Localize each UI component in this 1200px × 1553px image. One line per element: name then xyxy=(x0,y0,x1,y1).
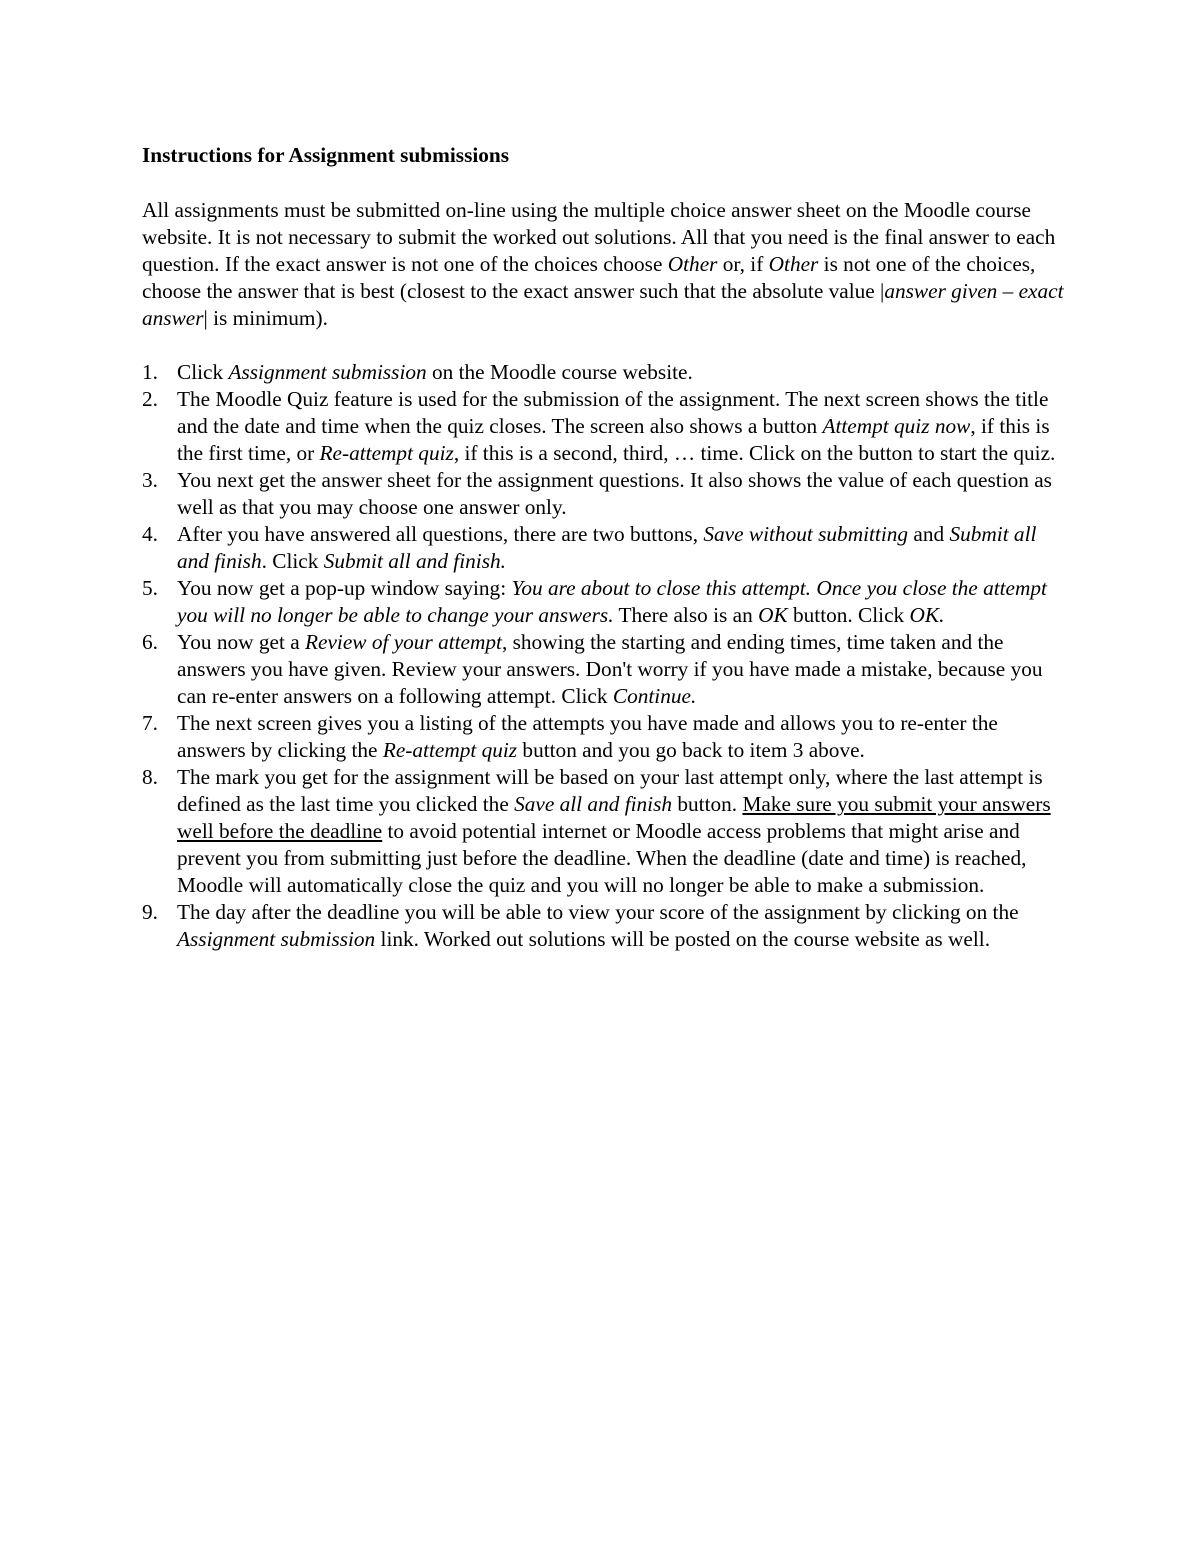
step-text-segment: The next screen gives you a listing of the attempts you have made and allows you to re-enter the answers by clicking the xyxy=(177,711,998,762)
step-text-segment: Re-attempt quiz xyxy=(319,441,454,465)
intro-text-segment: | is minimum). xyxy=(203,306,328,330)
list-item-text xyxy=(177,711,998,762)
list-item-text xyxy=(177,522,1036,573)
intro-text-segment: Other xyxy=(667,252,718,276)
step-text-segment: Re-attempt quiz xyxy=(382,738,518,762)
list-item-text xyxy=(177,468,1052,519)
step-text-segment: The mark you get for the assignment will be based on your last attempt only, where the last attempt is defined as the last time you clicked the xyxy=(177,765,1043,816)
list-item-text xyxy=(177,360,693,384)
step-text-segment: , if this is the first time, or xyxy=(177,414,1050,465)
intro-text-segment: Other xyxy=(768,252,819,276)
step-text-segment: Make sure you submit your answers well before the deadline xyxy=(177,792,1051,843)
list-item-text xyxy=(177,576,1047,627)
list-item xyxy=(142,386,1067,467)
step-text-segment: You next get the answer sheet for the assignment questions. It also shows the value of each question as well as that you may choose one answer only. xyxy=(177,468,1052,519)
list-item xyxy=(142,764,1067,899)
intro-text-segment: or, if xyxy=(717,252,769,276)
document-page xyxy=(142,140,1067,953)
list-item xyxy=(142,467,1067,521)
step-text-segment: The day after the deadline you will be able to view your score of the assignment by clicking on the xyxy=(177,900,1019,924)
step-text-segment: The Moodle Quiz feature is used for the submission of the assignment. The next screen shows the title and the date and time when the quiz closes. The screen also shows a button xyxy=(177,387,1049,438)
instruction-steps-list xyxy=(142,359,1067,953)
list-item-number: 3. xyxy=(142,468,158,492)
step-text-segment: Assignment submission xyxy=(177,927,376,951)
list-item-text xyxy=(177,387,1055,465)
list-item-number: 9. xyxy=(142,900,158,924)
step-text-segment: and xyxy=(908,522,950,546)
list-item-number: 5. xyxy=(142,576,158,600)
step-text-segment: link. Worked out solutions will be posted on the course website as well. xyxy=(375,927,991,951)
step-text-segment: Continue. xyxy=(612,684,697,708)
step-text-segment: Review of your attempt xyxy=(305,630,502,654)
intro-paragraph xyxy=(142,197,1067,332)
step-text-segment: . Click xyxy=(261,549,324,573)
list-item xyxy=(142,710,1067,764)
step-text-segment: button. xyxy=(672,792,743,816)
list-item-number: 8. xyxy=(142,765,158,789)
step-text-segment: There also is an xyxy=(613,603,759,627)
step-text-segment: You now get a pop-up window saying: xyxy=(177,576,512,600)
step-text-segment: to avoid potential internet or Moodle access problems that might arise and prevent you from submitting just before the deadline. When the deadline (date and time) is reached, Moodle will automatically close the quiz and you will no longer be able to make a submission. xyxy=(177,819,1027,897)
list-item xyxy=(142,899,1067,953)
step-text-segment: OK. xyxy=(909,603,945,627)
step-text-segment: After you have answered all questions, there are two buttons, xyxy=(177,522,704,546)
intro-text-segment: answer given – exact answer xyxy=(142,279,1064,330)
step-text-segment: Save all and finish xyxy=(514,792,673,816)
step-text-segment: Attempt quiz now xyxy=(822,414,971,438)
step-text-segment: Submit all and finish. xyxy=(323,549,506,573)
list-item-text xyxy=(177,900,1019,951)
step-text-segment: button and you go back to item 3 above. xyxy=(517,738,865,762)
step-text-segment: Assignment submission xyxy=(228,360,427,384)
intro-text-segment: All assignments must be submitted on-line using the multiple choice answer sheet on the Moodle course website. It is not necessary to submit the worked out solutions. All that you need is the final answer to each question. If the exact answer is not one of the choices choose xyxy=(142,198,1056,276)
step-text-segment: on the Moodle course website. xyxy=(426,360,693,384)
step-text-segment: You now get a xyxy=(177,630,305,654)
intro-text-segment: is not one of the choices, choose the answer that is best (closest to the exact answer such that the absolute value | xyxy=(142,252,1036,303)
list-item-number: 4. xyxy=(142,522,158,546)
step-text-segment: button. Click xyxy=(787,603,910,627)
step-text-segment: , showing the starting and ending times, time taken and the answers you have given. Review your answers. Don't worry if you have made a mistake, because you can re-enter answers on a following attempt. Click xyxy=(177,630,1043,708)
list-item-text xyxy=(177,765,1051,897)
list-item-number: 7. xyxy=(142,711,158,735)
step-text-segment: Save without submitting xyxy=(703,522,909,546)
list-item xyxy=(142,521,1067,575)
document-title: Instructions for Assignment submissions xyxy=(142,143,510,167)
step-text-segment: Click xyxy=(177,360,229,384)
step-text-segment: , if this is a second, third, … time. Click on the button to start the quiz. xyxy=(453,441,1056,465)
step-text-segment: OK xyxy=(758,603,788,627)
list-item-number: 1. xyxy=(142,360,158,384)
list-item xyxy=(142,359,1067,386)
list-item-text xyxy=(177,630,1043,708)
list-item-number: 6. xyxy=(142,630,158,654)
list-item xyxy=(142,629,1067,710)
step-text-segment: Submit all and finish xyxy=(177,522,1037,573)
list-item xyxy=(142,575,1067,629)
step-text-segment: You are about to close this attempt. Once you close the attempt you will no longer be able to change your answers. xyxy=(177,576,1047,627)
list-item-number: 2. xyxy=(142,387,158,411)
